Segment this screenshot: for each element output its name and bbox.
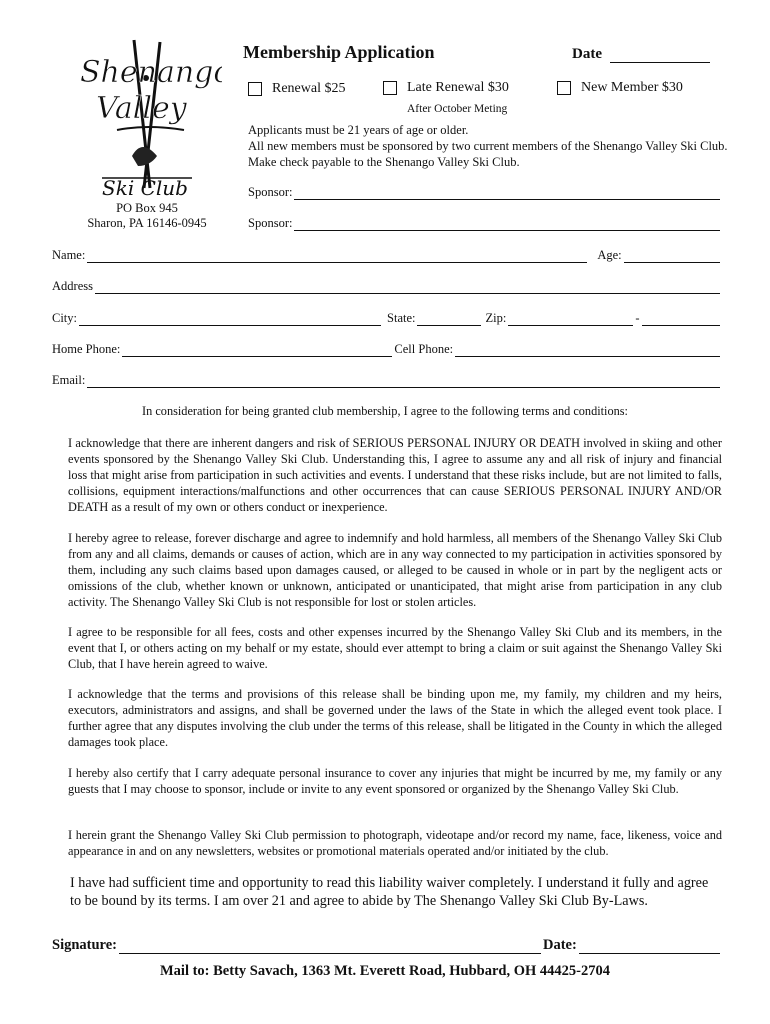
paragraph-text: I acknowledge that there are inherent dangers and risk of SERIOUS PERSONAL INJURY OR DEATH involved in skiing and other events sponsored by the Shenango Valley Ski Club. Understanding this, I agree to assume any and all risk of injury and financial loss that might arise from participation in such activities and events. I understand that these risks include, but are not limited to falls, collisions, equipment interactions/malfunctions and other occurrences that can cause SERIOUS PERSONAL INJURY AND/OR DEATH as a result of my own or others conduct or inexperience. <box>68 436 722 514</box>
consideration-text: In consideration for being granted club membership, I agree to the following terms and conditions: <box>142 404 628 418</box>
po-box: PO Box 945 <box>116 201 178 215</box>
signature-date-label: Date: <box>543 937 577 953</box>
late-renewal-note: After October Meting <box>407 103 508 115</box>
terms-paragraph <box>52 435 722 515</box>
terms-paragraph <box>52 765 722 797</box>
checkbox-icon[interactable] <box>383 81 397 95</box>
email-label: Email: <box>52 373 86 387</box>
name-field[interactable] <box>87 251 587 263</box>
skier-logo-icon <box>72 38 222 200</box>
paragraph-text: I hereby agree to release, forever discharge and agree to indemnify and hold harmless, all members of the Shenango Valley Ski Club from any and all claims, demands or causes of action, which are in any way connected to my participation in activities sponsored by them, including any such claims based upon damages caused, or alleged to be caused in whole or in part by the negligent acts or omissions of the club, whether known or unknown, anticipated or unanticipated, that might arise from participation in any club activity. The Shenango Valley Ski Club is not responsible for lost or stolen articles. <box>68 531 722 609</box>
club-logo <box>72 38 222 200</box>
state-field[interactable] <box>417 314 481 326</box>
city-label: City: <box>52 311 78 325</box>
paragraph-text: I hereby also certify that I carry adequate personal insurance to cover any injuries that might be incurred by me, my family or any guests that I may choose to sponsor, include or invite to any event sponsored or organized by the Shenango Valley Ski Club. <box>68 766 722 796</box>
requirement-age: Applicants must be 21 years of age or older. <box>248 123 469 137</box>
paragraph-text: I agree to be responsible for all fees, costs and other expenses incurred by the Shenango Valley Ski Club and its members, in the event that I, or others acting on my behalf or my estate, should ever attempt to bring a claim or suit against the Shenango Valley Ski Club, that I have herein agreed to waive. <box>68 625 722 671</box>
option-label: New Member $30 <box>581 80 683 95</box>
zip4-field[interactable] <box>642 314 721 326</box>
terms-paragraph <box>52 686 722 750</box>
requirements-text <box>248 122 728 170</box>
svg-text:Ski Club: Ski Club <box>102 176 188 200</box>
home-phone-label: Home Phone: <box>52 342 121 356</box>
address-field[interactable] <box>95 282 720 294</box>
cell-phone-field[interactable] <box>455 345 720 357</box>
sponsor-label: Sponsor: <box>248 216 293 230</box>
phone-row <box>52 342 722 357</box>
home-phone-field[interactable] <box>122 345 392 357</box>
mail-to-address: Mail to: Betty Savach, 1363 Mt. Everett Road, Hubbard, OH 44425-2704 <box>159 963 610 979</box>
page-title: Membership Application <box>243 42 435 62</box>
waiver-text: I have had sufficient time and opportunity to read this liability waiver completely. I understand it fully and agree to be bound by its terms. I am over 21 and agree to abide by The Shenango Valley Ski Club By-Laws. <box>70 875 709 909</box>
age-label: Age: <box>597 248 622 262</box>
sponsor-1-field[interactable] <box>294 188 720 200</box>
option-new-member[interactable] <box>557 80 683 96</box>
svg-text:Valley: Valley <box>96 91 187 126</box>
club-city-zip: Sharon, PA 16146-0945 <box>87 216 207 230</box>
signature-row <box>52 937 722 954</box>
sponsor-row-2 <box>248 216 722 231</box>
address-row <box>52 279 722 294</box>
option-late-renewal[interactable] <box>383 80 509 96</box>
svg-text:Shenango: Shenango <box>80 55 222 90</box>
zip-field[interactable] <box>508 314 633 326</box>
checkbox-icon[interactable] <box>557 81 571 95</box>
signature-field[interactable] <box>119 940 541 954</box>
city-row <box>52 311 722 326</box>
requirement-sponsor: All new members must be sponsored by two current members of the Shenango Valley Ski Club. Make check payable to the Shenango Valley Ski Club. <box>248 139 728 169</box>
zip-label: Zip: <box>485 311 507 325</box>
signature-date-field[interactable] <box>579 940 720 954</box>
sponsor-label: Sponsor: <box>248 185 293 199</box>
date-field[interactable] <box>610 62 710 63</box>
terms-paragraph <box>52 624 722 672</box>
paragraph-text: I herein grant the Shenango Valley Ski Club permission to photograph, videotape and/or record my name, face, likeness, voice and appearance in and on any newsletters, websites or promotional materials operated and/or initiated by the club. <box>68 828 722 858</box>
age-field[interactable] <box>624 251 720 263</box>
checkbox-icon[interactable] <box>248 82 262 96</box>
terms-paragraph <box>52 827 722 859</box>
sponsor-2-field[interactable] <box>294 219 720 231</box>
email-field[interactable] <box>87 376 720 388</box>
option-renewal[interactable] <box>248 81 345 97</box>
option-label: Renewal $25 <box>272 81 346 96</box>
option-label: Late Renewal $30 <box>407 80 509 95</box>
date-label: Date <box>572 46 602 62</box>
cell-phone-label: Cell Phone: <box>394 342 454 356</box>
zip-dash: - <box>635 311 640 325</box>
terms-paragraph <box>52 530 722 610</box>
name-row <box>52 248 722 263</box>
state-label: State: <box>387 311 416 325</box>
paragraph-text: I acknowledge that the terms and provisions of this release shall be binding upon me, my family, my children and my heirs, executors, administrators and assigns, and shall be governed under the laws of the State in which the alleged event took place. I further agree that any disputes involving the club under the terms of this release, shall be litigated in the County in which the alleged damages took place. <box>68 687 722 749</box>
waiver-statement <box>52 874 722 910</box>
address-label: Address <box>52 279 93 293</box>
email-row <box>52 373 722 388</box>
sponsor-row-1 <box>248 185 722 200</box>
city-field[interactable] <box>79 314 381 326</box>
signature-label: Signature: <box>52 937 117 953</box>
name-label: Name: <box>52 248 86 262</box>
